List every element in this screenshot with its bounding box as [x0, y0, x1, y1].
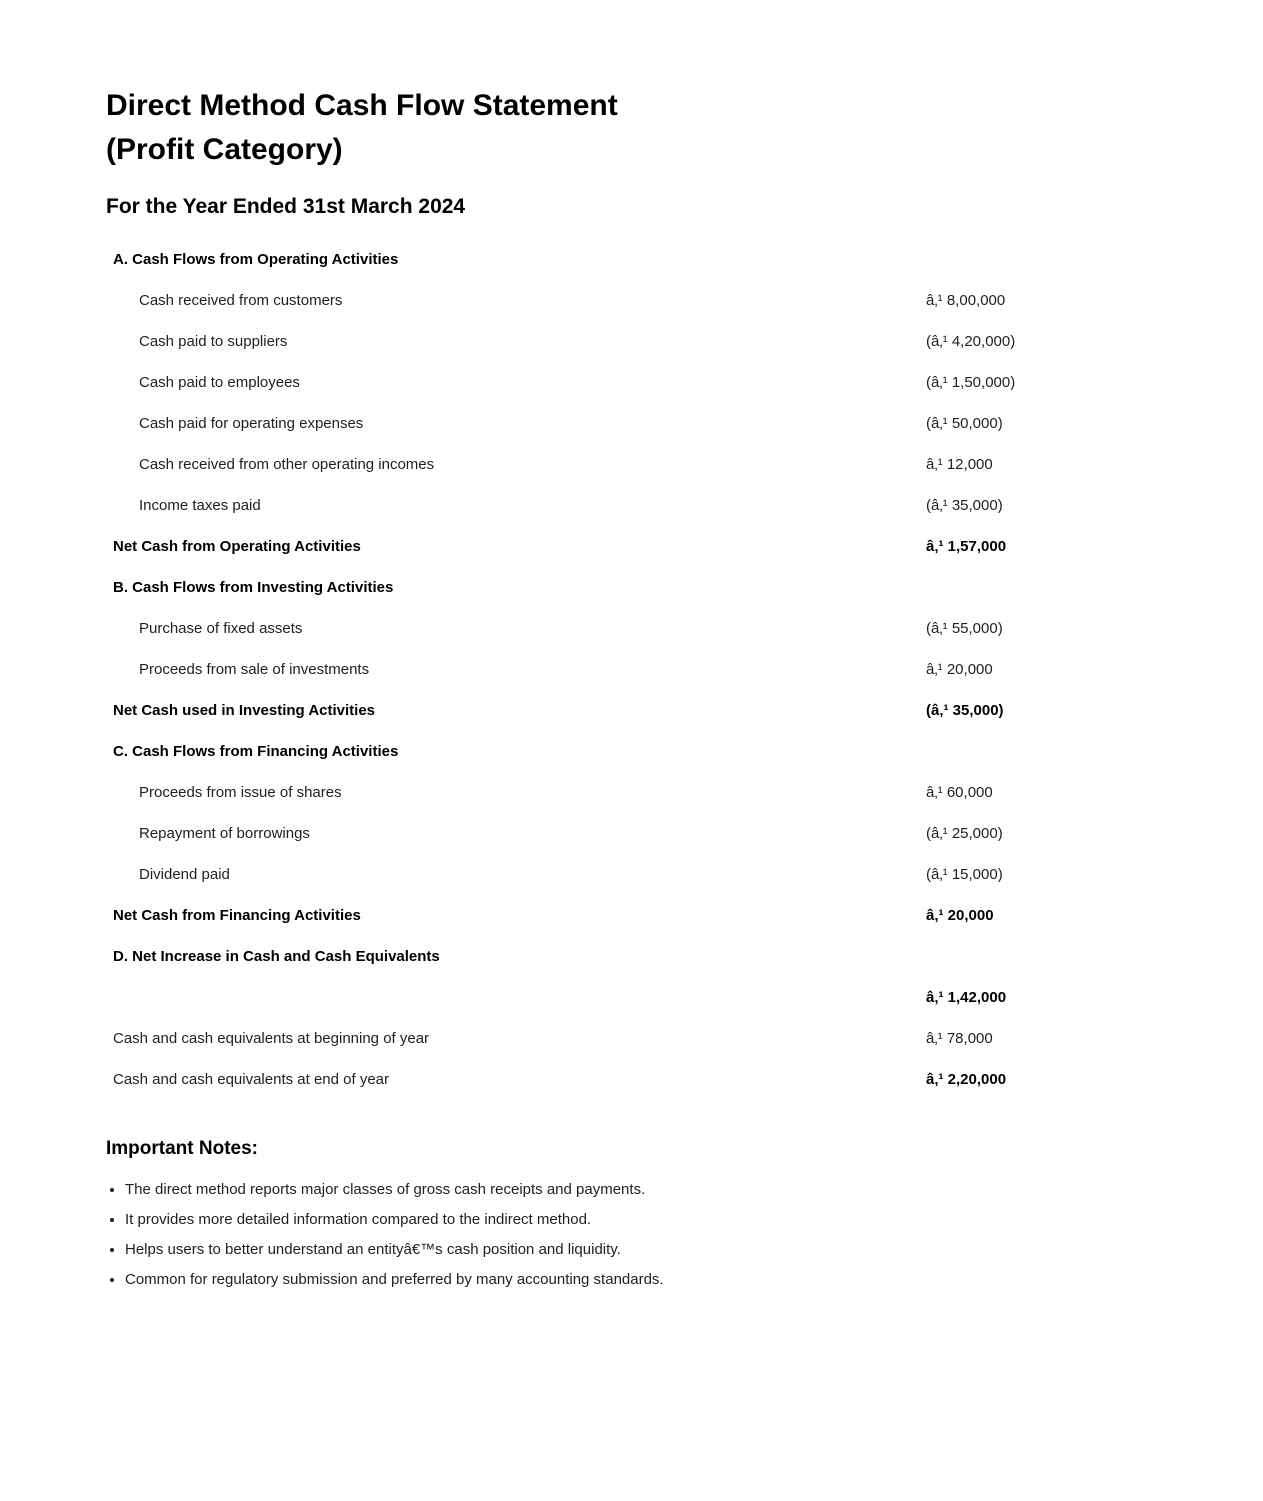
statement-row	[113, 444, 1263, 485]
statement-row	[113, 813, 1263, 854]
section-b-header	[113, 567, 1263, 608]
row-label: A. Cash Flows from Operating Activities	[113, 251, 399, 268]
row-label: Cash paid to suppliers	[139, 333, 288, 350]
cash-beginning-row	[113, 1018, 1263, 1059]
row-amount: â‚¹ 1,57,000	[926, 538, 1007, 555]
row-amount: â‚¹ 12,000	[926, 456, 993, 473]
row-label: Net Cash used in Investing Activities	[113, 702, 376, 719]
net-financing-total-row	[113, 895, 1263, 936]
row-label: Cash and cash equivalents at beginning of year	[113, 1030, 430, 1047]
row-amount: â‚¹ 20,000	[926, 907, 994, 924]
statement-row	[113, 321, 1263, 362]
net-investing-total-row	[113, 690, 1263, 731]
row-amount: (â‚¹ 55,000)	[926, 620, 1003, 637]
statement-row	[113, 485, 1263, 526]
row-amount: (â‚¹ 25,000)	[926, 825, 1003, 842]
row-amount: â‚¹ 2,20,000	[926, 1071, 1007, 1088]
row-amount: (â‚¹ 15,000)	[926, 866, 1003, 883]
page-title-line1: Direct Method Cash Flow Statement	[106, 89, 618, 122]
statement-row	[113, 854, 1263, 895]
row-label: Cash received from other operating incomes	[139, 456, 435, 473]
section-a-header	[113, 239, 1263, 280]
statement-row	[113, 403, 1263, 444]
row-label: C. Cash Flows from Financing Activities	[113, 743, 399, 760]
page-subtitle: For the Year Ended 31st March 2024	[106, 195, 466, 218]
net-operating-total-row	[113, 526, 1263, 567]
row-label: Repayment of borrowings	[139, 825, 310, 842]
row-amount: â‚¹ 20,000	[926, 661, 993, 678]
row-label: Income taxes paid	[139, 497, 261, 514]
row-label: Dividend paid	[139, 866, 230, 883]
row-label: Cash and cash equivalents at end of year	[113, 1071, 390, 1088]
row-amount: â‚¹ 8,00,000	[926, 292, 1006, 309]
row-label: Net Cash from Operating Activities	[113, 538, 361, 555]
net-increase-amount-row	[113, 977, 1263, 1018]
row-label: Proceeds from sale of investments	[139, 661, 370, 678]
cash-end-row	[113, 1059, 1263, 1100]
row-label: Purchase of fixed assets	[139, 620, 303, 637]
row-amount: (â‚¹ 50,000)	[926, 415, 1003, 432]
row-label: Cash paid to employees	[139, 374, 300, 391]
row-amount: â‚¹ 78,000	[926, 1030, 993, 1047]
cash-flow-statement	[113, 239, 1263, 1100]
statement-row	[113, 772, 1263, 813]
note-item: • The direct method reports major classes of gross cash receipts and payments.	[125, 1180, 1263, 1200]
notes-list	[106, 1180, 1263, 1290]
row-label: D. Net Increase in Cash and Cash Equivalents	[113, 948, 440, 965]
document-page	[0, 84, 1263, 1501]
row-label: Cash paid for operating expenses	[139, 415, 364, 432]
note-item: • Helps users to better understand an entityâ€™s cash position and liquidity.	[125, 1240, 1263, 1260]
row-label: Proceeds from issue of shares	[139, 784, 342, 801]
statement-row	[113, 649, 1263, 690]
notes-heading: Important Notes:	[106, 1138, 258, 1159]
note-item: • Common for regulatory submission and preferred by many accounting standards.	[125, 1270, 1263, 1290]
statement-row	[113, 362, 1263, 403]
row-amount: (â‚¹ 35,000)	[926, 497, 1003, 514]
notes-section	[106, 1136, 1263, 1290]
row-amount: (â‚¹ 35,000)	[926, 702, 1004, 719]
row-label: Net Cash from Financing Activities	[113, 907, 361, 924]
row-amount: â‚¹ 60,000	[926, 784, 993, 801]
statement-row	[113, 608, 1263, 649]
row-amount: (â‚¹ 1,50,000)	[926, 374, 1016, 391]
row-label: B. Cash Flows from Investing Activities	[113, 579, 394, 596]
section-d-header	[113, 936, 1263, 977]
row-label: Cash received from customers	[139, 292, 343, 309]
note-item: • It provides more detailed information compared to the indirect method.	[125, 1210, 1263, 1230]
row-amount: (â‚¹ 4,20,000)	[926, 333, 1016, 350]
statement-row	[113, 280, 1263, 321]
page-title	[106, 84, 1263, 172]
section-c-header	[113, 731, 1263, 772]
page-title-line2: (Profit Category)	[106, 133, 343, 166]
row-amount: â‚¹ 1,42,000	[926, 989, 1007, 1006]
